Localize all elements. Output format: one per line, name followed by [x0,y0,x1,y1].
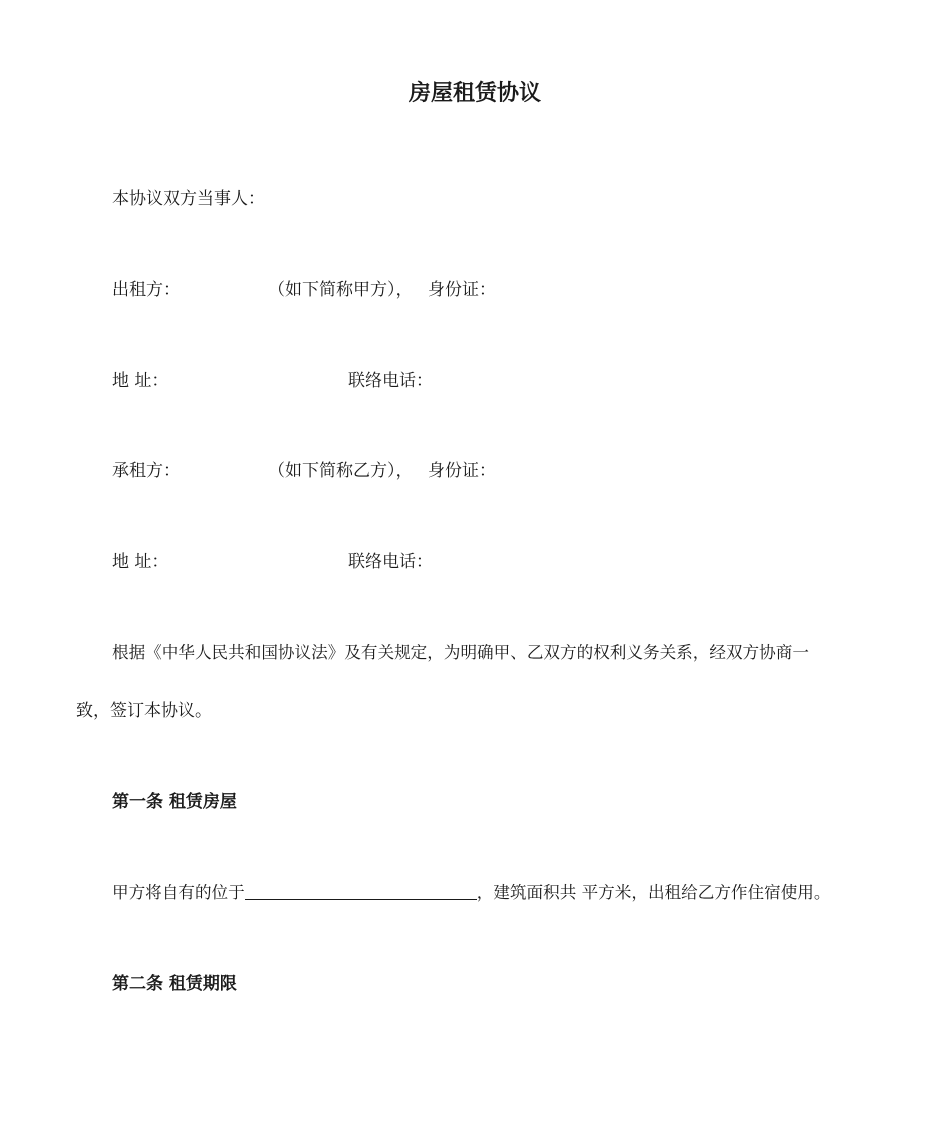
article1-heading: 第一条 租赁房屋 [112,792,237,812]
lessor-address-label: 地 址： [112,371,169,391]
lessee-alias: （如下简称乙方）， [268,461,413,481]
lessee-label: 承租方： [112,461,180,481]
article2-heading: 第二条 租赁期限 [112,974,237,994]
article1-text-after: ，建筑面积共 平方米，出租给乙方作住宿使用。 [476,883,831,902]
parties-intro: 本协议双方当事人： [112,189,265,209]
lessee-id-label: 身份证： [428,461,496,481]
lessor-label: 出租方： [112,280,180,300]
basis-paragraph-line1: 根据《中华人民共和国协议法》及有关规定，为明确甲、乙双方的权利义务关系，经双方协商一 [112,643,809,662]
basis-paragraph-line2: 致，签订本协议。 [76,701,212,721]
article1-text [112,882,831,904]
location-blank-line [245,883,477,900]
document-title: 房屋租赁协议 [408,81,541,106]
lessor-id-label: 身份证： [428,280,496,300]
lessee-address-label: 地 址： [112,552,169,572]
article1-text-before: 甲方将自有的位于 [112,883,245,902]
lessor-alias: （如下简称甲方）， [268,280,413,300]
lessor-phone-label: 联络电话： [348,371,433,391]
lessee-phone-label: 联络电话： [348,552,433,572]
